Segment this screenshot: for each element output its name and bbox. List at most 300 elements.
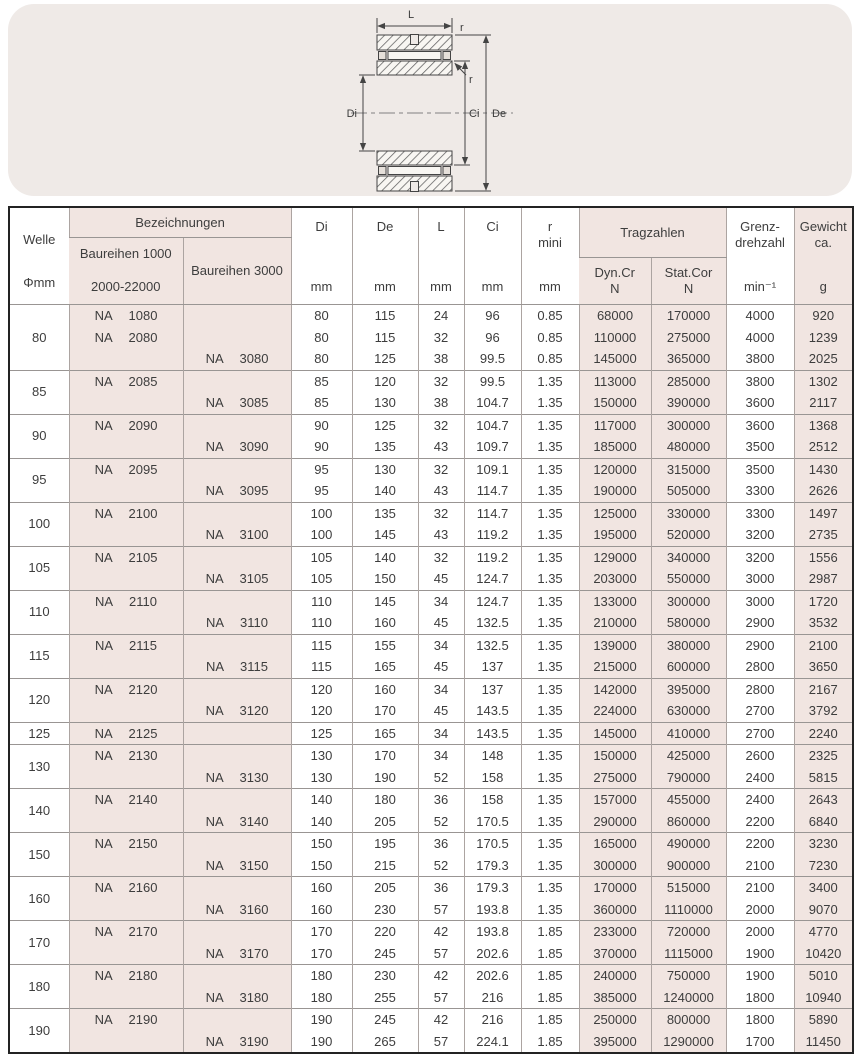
b3000-cell (183, 722, 291, 745)
ci-cell: 99.5 (464, 370, 521, 392)
dyn-cell: 145000 (579, 348, 651, 370)
gewicht-cell: 2735 (794, 524, 853, 546)
stat-cell: 340000 (651, 546, 726, 568)
table-row (9, 590, 853, 612)
r-cell: 1.35 (521, 745, 579, 767)
table-row (9, 524, 853, 546)
b3000-cell: NA 3100 (183, 524, 291, 546)
ci-cell: 137 (464, 678, 521, 700)
gewicht-cell: 3400 (794, 877, 853, 899)
outer-ring-top-slot (411, 35, 419, 45)
welle-cell: 105 (9, 546, 69, 590)
b1000-cell: NA 2180 (69, 965, 183, 987)
di-cell: 105 (291, 546, 352, 568)
r-cell: 1.35 (521, 767, 579, 789)
ci-cell: 148 (464, 745, 521, 767)
table-row (9, 305, 853, 327)
grenz-cell: 3500 (726, 436, 794, 458)
table-row (9, 833, 853, 855)
ci-cell: 202.6 (464, 943, 521, 965)
welle-cell: 120 (9, 678, 69, 722)
di-cell: 100 (291, 502, 352, 524)
de-cell: 115 (352, 327, 418, 349)
b3000-cell (183, 370, 291, 392)
grenz-cell: 2800 (726, 656, 794, 678)
table-row (9, 855, 853, 877)
header-ci (464, 207, 521, 305)
b1000-cell (69, 987, 183, 1009)
de-cell: 245 (352, 1009, 418, 1031)
b1000-cell: NA 2150 (69, 833, 183, 855)
header-l (418, 207, 464, 305)
de-cell: 130 (352, 458, 418, 480)
r-cell: 1.35 (521, 568, 579, 590)
b1000-cell: NA 2080 (69, 327, 183, 349)
r-cell: 0.85 (521, 327, 579, 349)
table-row (9, 767, 853, 789)
grenz-cell: 1700 (726, 1031, 794, 1054)
gewicht-cell: 2325 (794, 745, 853, 767)
ci-cell: 143.5 (464, 722, 521, 745)
header-baureihen-1000-range: 2000-22000 (91, 279, 161, 294)
l-cell: 32 (418, 414, 464, 436)
gewicht-cell: 10940 (794, 987, 853, 1009)
gewicht-cell: 4770 (794, 921, 853, 943)
stat-cell: 410000 (651, 722, 726, 745)
table-row (9, 965, 853, 987)
di-cell: 85 (291, 370, 352, 392)
b1000-cell (69, 436, 183, 458)
b3000-cell: NA 3110 (183, 612, 291, 634)
grenz-cell: 2900 (726, 612, 794, 634)
l-cell: 42 (418, 1009, 464, 1031)
di-cell: 140 (291, 789, 352, 811)
l-cell: 32 (418, 327, 464, 349)
stat-cell: 285000 (651, 370, 726, 392)
r-cell: 1.35 (521, 833, 579, 855)
di-cell: 115 (291, 634, 352, 656)
b1000-cell (69, 943, 183, 965)
welle-cell: 115 (9, 634, 69, 678)
gewicht-cell: 2512 (794, 436, 853, 458)
stat-cell: 1240000 (651, 987, 726, 1009)
dyn-cell: 190000 (579, 480, 651, 502)
di-cell: 190 (291, 1031, 352, 1054)
r-cell: 0.85 (521, 348, 579, 370)
b1000-cell: NA 2095 (69, 458, 183, 480)
b3000-cell: NA 3170 (183, 943, 291, 965)
di-cell: 120 (291, 678, 352, 700)
grenz-cell: 3200 (726, 524, 794, 546)
r-cell: 1.35 (521, 656, 579, 678)
gewicht-cell: 2643 (794, 789, 853, 811)
l-cell: 57 (418, 1031, 464, 1054)
ci-cell: 132.5 (464, 634, 521, 656)
gewicht-cell: 6840 (794, 811, 853, 833)
bearing-spec-table (8, 206, 854, 1054)
grenz-cell: 1800 (726, 987, 794, 1009)
ci-cell: 124.7 (464, 568, 521, 590)
header-di-unit: mm (310, 279, 333, 294)
gewicht-cell: 1497 (794, 502, 853, 524)
r-cell: 1.85 (521, 1009, 579, 1031)
header-baureihen-1000 (69, 238, 183, 305)
grenz-cell: 4000 (726, 305, 794, 327)
de-cell: 160 (352, 678, 418, 700)
ci-cell: 202.6 (464, 965, 521, 987)
dyn-cell: 68000 (579, 305, 651, 327)
header-bezeichnungen: Bezeichnungen (69, 207, 291, 238)
de-cell: 220 (352, 921, 418, 943)
dyn-cell: 129000 (579, 546, 651, 568)
gewicht-cell: 1430 (794, 458, 853, 480)
de-cell: 165 (352, 656, 418, 678)
ci-cell: 119.2 (464, 546, 521, 568)
table-row (9, 568, 853, 590)
stat-cell: 455000 (651, 789, 726, 811)
welle-cell: 140 (9, 789, 69, 833)
header-r-mini-label: mini (538, 235, 562, 250)
dyn-cell: 170000 (579, 877, 651, 899)
l-cell: 34 (418, 722, 464, 745)
ci-cell: 170.5 (464, 833, 521, 855)
header-grenz-label-2: drehzahl (735, 235, 785, 250)
header-ci-unit: mm (481, 279, 504, 294)
b1000-cell: NA 2115 (69, 634, 183, 656)
dyn-cell: 360000 (579, 899, 651, 921)
stat-cell: 330000 (651, 502, 726, 524)
dyn-cell: 385000 (579, 987, 651, 1009)
b1000-cell: NA 2140 (69, 789, 183, 811)
stat-cell: 580000 (651, 612, 726, 634)
dyn-cell: 157000 (579, 789, 651, 811)
di-cell: 110 (291, 612, 352, 634)
de-cell: 145 (352, 590, 418, 612)
di-cell: 80 (291, 348, 352, 370)
ci-cell: 99.5 (464, 348, 521, 370)
stat-cell: 365000 (651, 348, 726, 370)
header-dyn-unit: N (610, 281, 620, 297)
b3000-cell (183, 590, 291, 612)
de-cell: 195 (352, 833, 418, 855)
di-cell: 80 (291, 305, 352, 327)
dyn-cell: 150000 (579, 745, 651, 767)
stat-cell: 860000 (651, 811, 726, 833)
stat-cell: 390000 (651, 392, 726, 414)
gewicht-cell: 7230 (794, 855, 853, 877)
b3000-cell (183, 789, 291, 811)
welle-cell: 90 (9, 414, 69, 458)
stat-cell: 480000 (651, 436, 726, 458)
dyn-cell: 120000 (579, 458, 651, 480)
header-welle (9, 207, 69, 305)
ci-cell: 179.3 (464, 855, 521, 877)
b3000-cell: NA 3120 (183, 700, 291, 722)
b1000-cell (69, 656, 183, 678)
welle-cell: 85 (9, 370, 69, 414)
dyn-cell: 142000 (579, 678, 651, 700)
header-gewicht-unit: g (819, 279, 827, 294)
dyn-cell: 185000 (579, 436, 651, 458)
r-cell: 1.35 (521, 678, 579, 700)
header-de-label: De (376, 219, 394, 234)
table-row (9, 877, 853, 899)
welle-cell: 80 (9, 305, 69, 371)
r-cell: 1.35 (521, 524, 579, 546)
ci-cell: 193.8 (464, 899, 521, 921)
di-cell: 125 (291, 722, 352, 745)
r-cell: 1.35 (521, 855, 579, 877)
b1000-cell: NA 2100 (69, 502, 183, 524)
de-cell: 205 (352, 811, 418, 833)
grenz-cell: 2000 (726, 921, 794, 943)
l-cell: 32 (418, 370, 464, 392)
welle-cell: 125 (9, 722, 69, 745)
ci-cell: 179.3 (464, 877, 521, 899)
welle-cell: 100 (9, 502, 69, 546)
grenz-cell: 4000 (726, 327, 794, 349)
dyn-cell: 150000 (579, 392, 651, 414)
table-row (9, 612, 853, 634)
dyn-cell: 195000 (579, 524, 651, 546)
gewicht-cell: 1368 (794, 414, 853, 436)
b3000-cell (183, 502, 291, 524)
gewicht-cell: 920 (794, 305, 853, 327)
b1000-cell (69, 480, 183, 502)
r-cell: 1.35 (521, 899, 579, 921)
b3000-cell (183, 414, 291, 436)
b3000-cell (183, 921, 291, 943)
dyn-cell: 395000 (579, 1031, 651, 1054)
b1000-cell (69, 855, 183, 877)
table-row (9, 678, 853, 700)
b1000-cell: NA 2110 (69, 590, 183, 612)
b3000-cell: NA 3090 (183, 436, 291, 458)
dyn-cell: 224000 (579, 700, 651, 722)
de-cell: 205 (352, 877, 418, 899)
di-cell: 180 (291, 987, 352, 1009)
dimension-r-mid-leader (455, 64, 466, 76)
dyn-cell: 125000 (579, 502, 651, 524)
grenz-cell: 2800 (726, 678, 794, 700)
roller-top (388, 52, 441, 60)
di-cell: 160 (291, 899, 352, 921)
cage-end-top-left (379, 52, 387, 60)
header-stat-unit: N (683, 281, 694, 297)
de-cell: 160 (352, 612, 418, 634)
grenz-cell: 1900 (726, 943, 794, 965)
gewicht-cell: 2987 (794, 568, 853, 590)
table-row (9, 327, 853, 349)
gewicht-cell: 2167 (794, 678, 853, 700)
ci-cell: 104.7 (464, 414, 521, 436)
r-cell: 1.35 (521, 480, 579, 502)
header-r-label: r (547, 219, 553, 234)
di-cell: 150 (291, 833, 352, 855)
table-row (9, 921, 853, 943)
gewicht-cell: 1239 (794, 327, 853, 349)
grenz-cell: 2900 (726, 634, 794, 656)
b3000-cell: NA 3080 (183, 348, 291, 370)
b3000-cell: NA 3130 (183, 767, 291, 789)
ci-cell: 216 (464, 987, 521, 1009)
gewicht-cell: 5010 (794, 965, 853, 987)
di-cell: 90 (291, 414, 352, 436)
stat-cell: 515000 (651, 877, 726, 899)
dimension-r-mid-label: r (469, 74, 473, 86)
de-cell: 230 (352, 899, 418, 921)
ci-cell: 158 (464, 767, 521, 789)
ci-cell: 132.5 (464, 612, 521, 634)
table-row (9, 414, 853, 436)
gewicht-cell: 2100 (794, 634, 853, 656)
grenz-cell: 1900 (726, 965, 794, 987)
table-row (9, 458, 853, 480)
ci-cell: 114.7 (464, 502, 521, 524)
table-body (9, 305, 853, 1054)
gewicht-cell: 2240 (794, 722, 853, 745)
b3000-cell (183, 678, 291, 700)
stat-cell: 800000 (651, 1009, 726, 1031)
b1000-cell (69, 612, 183, 634)
l-cell: 43 (418, 436, 464, 458)
grenz-cell: 3300 (726, 502, 794, 524)
stat-cell: 395000 (651, 678, 726, 700)
grenz-cell: 2400 (726, 767, 794, 789)
header-gewicht-label-1: Gewicht (799, 219, 847, 234)
header-welle-label: Welle (23, 232, 56, 247)
table-row (9, 1009, 853, 1031)
r-cell: 1.85 (521, 921, 579, 943)
de-cell: 125 (352, 414, 418, 436)
welle-cell: 150 (9, 833, 69, 877)
header-baureihen-3000-label: Baureihen 3000 (191, 263, 283, 278)
dyn-cell: 165000 (579, 833, 651, 855)
table-row (9, 502, 853, 524)
header-r-unit: mm (539, 279, 561, 294)
dyn-cell: 233000 (579, 921, 651, 943)
di-cell: 160 (291, 877, 352, 899)
de-cell: 265 (352, 1031, 418, 1054)
l-cell: 36 (418, 833, 464, 855)
stat-cell: 520000 (651, 524, 726, 546)
l-cell: 57 (418, 987, 464, 1009)
ci-cell: 137 (464, 656, 521, 678)
ci-cell: 216 (464, 1009, 521, 1031)
header-tragzahlen: Tragzahlen (579, 207, 726, 258)
b1000-cell: NA 2130 (69, 745, 183, 767)
table-row (9, 656, 853, 678)
r-cell: 1.35 (521, 590, 579, 612)
dyn-cell: 370000 (579, 943, 651, 965)
di-cell: 115 (291, 656, 352, 678)
de-cell: 180 (352, 789, 418, 811)
stat-cell: 720000 (651, 921, 726, 943)
di-cell: 150 (291, 855, 352, 877)
de-cell: 215 (352, 855, 418, 877)
grenz-cell: 2600 (726, 745, 794, 767)
l-cell: 32 (418, 546, 464, 568)
header-dyn-label: Dyn.Cr (594, 265, 635, 281)
grenz-cell: 2700 (726, 722, 794, 745)
de-cell: 140 (352, 480, 418, 502)
stat-cell: 275000 (651, 327, 726, 349)
gewicht-cell: 2626 (794, 480, 853, 502)
de-cell: 150 (352, 568, 418, 590)
di-cell: 90 (291, 436, 352, 458)
table-row (9, 546, 853, 568)
dyn-cell: 110000 (579, 327, 651, 349)
cage-end-top-right (443, 52, 451, 60)
di-cell: 170 (291, 921, 352, 943)
b1000-cell (69, 348, 183, 370)
b3000-cell (183, 1009, 291, 1031)
grenz-cell: 3800 (726, 348, 794, 370)
gewicht-cell: 1302 (794, 370, 853, 392)
r-cell: 1.35 (521, 811, 579, 833)
r-cell: 1.35 (521, 546, 579, 568)
l-cell: 52 (418, 855, 464, 877)
grenz-cell: 3200 (726, 546, 794, 568)
bearing-diagram-panel (8, 4, 852, 196)
grenz-cell: 3600 (726, 414, 794, 436)
de-cell: 255 (352, 987, 418, 1009)
table-row (9, 745, 853, 767)
l-cell: 45 (418, 612, 464, 634)
b1000-cell (69, 811, 183, 833)
b1000-cell: NA 2120 (69, 678, 183, 700)
r-cell: 0.85 (521, 305, 579, 327)
de-cell: 125 (352, 348, 418, 370)
r-cell: 1.85 (521, 1031, 579, 1054)
table-row (9, 634, 853, 656)
outer-ring-bottom-slot (411, 182, 419, 192)
r-cell: 1.35 (521, 392, 579, 414)
header-l-label: L (437, 219, 445, 234)
de-cell: 170 (352, 745, 418, 767)
l-cell: 38 (418, 392, 464, 414)
grenz-cell: 3300 (726, 480, 794, 502)
r-cell: 1.35 (521, 634, 579, 656)
r-cell: 1.35 (521, 414, 579, 436)
de-cell: 145 (352, 524, 418, 546)
dyn-cell: 240000 (579, 965, 651, 987)
di-cell: 80 (291, 327, 352, 349)
stat-cell: 300000 (651, 590, 726, 612)
b3000-cell (183, 458, 291, 480)
inner-ring-bottom (377, 151, 452, 165)
r-cell: 1.35 (521, 722, 579, 745)
b3000-cell (183, 305, 291, 327)
ci-cell: 224.1 (464, 1031, 521, 1054)
l-cell: 45 (418, 656, 464, 678)
dyn-cell: 203000 (579, 568, 651, 590)
header-stat-label: Stat.Cor (664, 265, 713, 281)
table-row (9, 700, 853, 722)
header-grenzdrehzahl (726, 207, 794, 305)
roller-bottom (388, 167, 441, 175)
header-stat-cor (651, 258, 726, 305)
welle-cell: 95 (9, 458, 69, 502)
header-r-mini (521, 207, 579, 305)
b3000-cell (183, 745, 291, 767)
welle-cell: 110 (9, 590, 69, 634)
di-cell: 100 (291, 524, 352, 546)
b3000-cell: NA 3160 (183, 899, 291, 921)
table-row (9, 987, 853, 1009)
l-cell: 34 (418, 590, 464, 612)
r-cell: 1.85 (521, 965, 579, 987)
